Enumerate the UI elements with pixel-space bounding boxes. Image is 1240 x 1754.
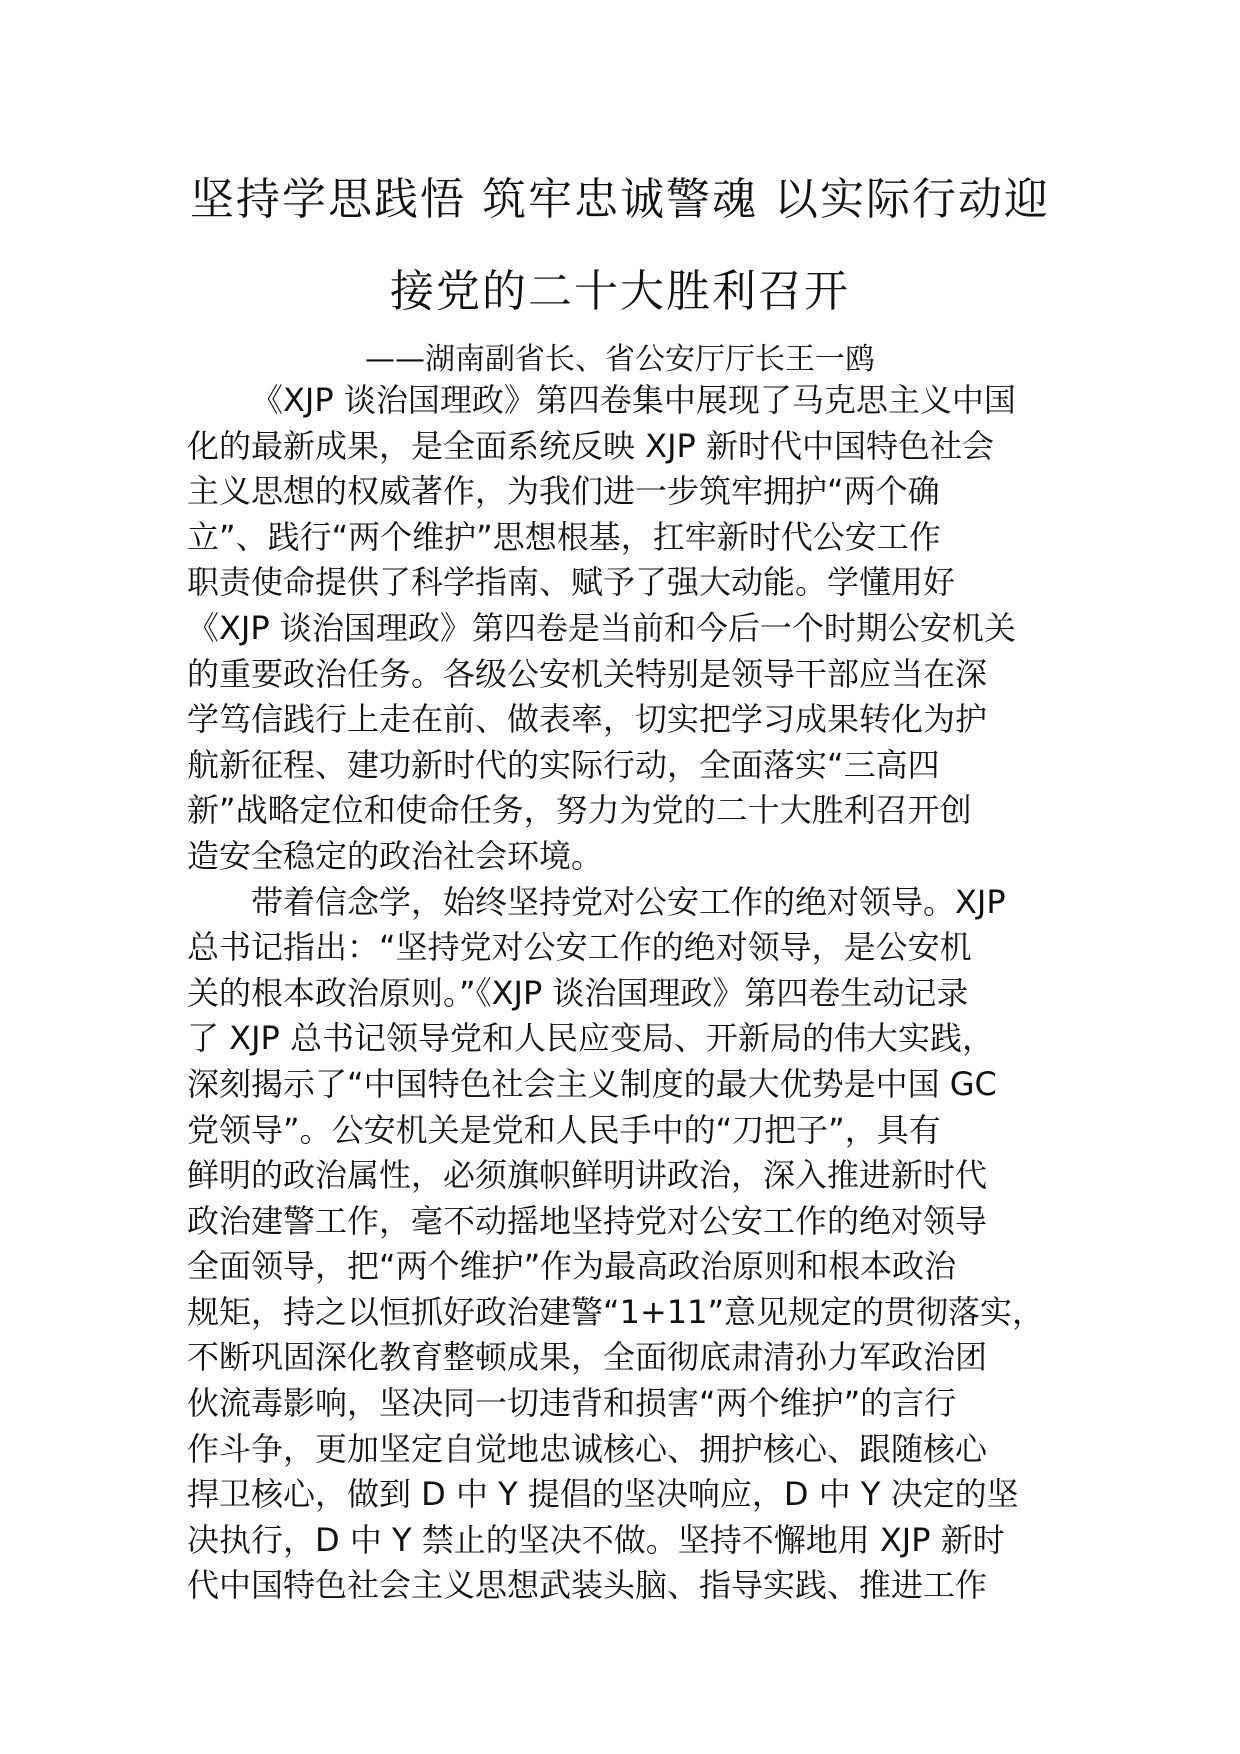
body-text-line: 《XJP 谈治国理政》第四卷集中展现了马克思主义中国: [251, 381, 1016, 419]
body-text-line: 总书记指出：“坚持党对公安工作的绝对领导，是公安机: [187, 928, 972, 967]
document-byline: ——湖南副省长、省公安厅厅长王一鸥: [365, 342, 875, 377]
body-text-line: 鲜明的政治属性，必须旗帜鲜明讲政治，深入推进新时代: [187, 1156, 988, 1195]
document-title-line-2: 接党的二十大胜利召开: [390, 266, 850, 317]
body-text-line: 的重要政治任务。各级公安机关特别是领导干部应当在深: [187, 654, 988, 693]
body-text-line: 决执行，D 中 Y 禁止的坚决不做。坚持不懈地用 XJP 新时: [187, 1520, 1005, 1559]
body-text-line: 作斗争，更加坚定自觉地忠诚核心、拥护核心、跟随核心: [187, 1429, 988, 1468]
body-text-line: 职责使命提供了科学指南、赋予了强大动能。学懂用好: [187, 563, 956, 602]
body-text-line: 带着信念学，始终坚持党对公安工作的绝对领导。XJP: [251, 882, 1006, 921]
body-text-line: 造安全稳定的政治社会环境。: [187, 836, 604, 875]
body-text-line: 了 XJP 总书记领导党和人民应变局、开新局的伟大实践，: [187, 1019, 995, 1058]
body-text-line: 《XJP 谈治国理政》第四卷是当前和今后一个时期公安机关: [187, 608, 1016, 647]
body-text-line: 深刻揭示了“中国特色社会主义制度的最大优势是中国 GC: [187, 1064, 997, 1103]
document-title-line-1: 坚持学思践悟 筑牢忠诚警魂 以实际行动迎: [190, 174, 1050, 225]
body-text-line: 新”战略定位和使命任务，努力为党的二十大胜利召开创: [187, 791, 972, 830]
body-text-line: 政治建警工作，毫不动摇地坚持党对公安工作的绝对领导: [187, 1201, 988, 1240]
body-text-line: 航新征程、建功新时代的实际行动，全面落实“三高四: [187, 745, 940, 784]
body-text-line: 学笃信践行上走在前、做表率，切实把学习成果转化为护: [187, 700, 988, 739]
body-text-line: 捍卫核心，做到 D 中 Y 提倡的坚决响应，D 中 Y 决定的坚: [187, 1475, 1019, 1514]
body-text-line: 党领导”。公安机关是党和人民手中的“刀把子”，具有: [187, 1110, 941, 1149]
body-text-line: 全面领导，把“两个维护”作为最高政治原则和根本政治: [187, 1247, 957, 1286]
document-body: [187, 378, 1067, 1609]
body-text-line: 立”、践行“两个维护”思想根基，扛牢新时代公安工作: [187, 517, 941, 556]
body-text-line: 主义思想的权威著作，为我们进一步筑牢拥护“两个确: [187, 472, 940, 511]
body-text-line: 规矩，持之以恒抓好政治建警“1+11”意见规定的贯彻落实，: [187, 1292, 1045, 1331]
body-text-line: 关的根本政治原则。”《XJP 谈治国理政》第四卷生动记录: [187, 973, 969, 1012]
body-text-line: 化的最新成果，是全面系统反映 XJP 新时代中国特色社会: [187, 426, 995, 465]
body-text-line: 代中国特色社会主义思想武装头脑、指导实践、推进工作: [187, 1566, 988, 1605]
body-text-line: 伙流毒影响，坚决同一切违背和损害“两个维护”的言行: [187, 1384, 957, 1423]
body-text-line: 不断巩固深化教育整顿成果，全面彻底肃清孙力军政治团: [187, 1338, 988, 1377]
